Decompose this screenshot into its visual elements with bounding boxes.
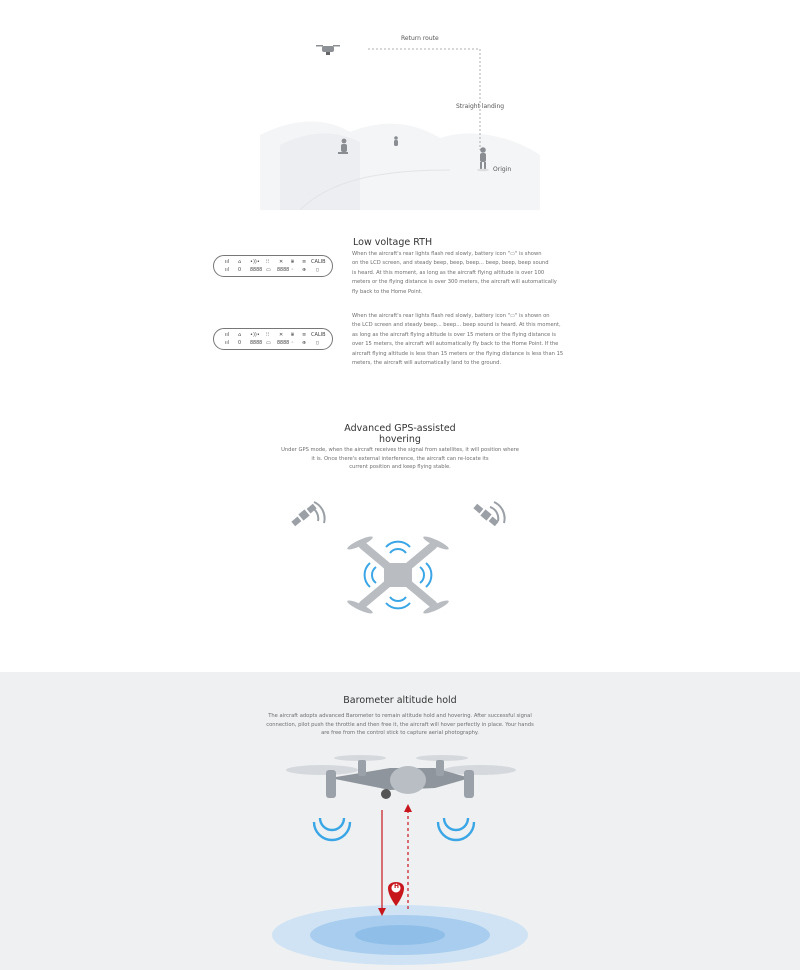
return-route-label: Return route [401, 35, 439, 42]
value-readout: 0 [238, 341, 242, 346]
signal-icon: ııl [225, 332, 230, 338]
text-line: over 15 meters, the aircraft will automatically fly back to the Home Point. If the [352, 341, 559, 348]
low-voltage-paragraph-2 [352, 312, 592, 368]
return-home-illustration [240, 20, 570, 210]
crosshair-icon: ⊕ [302, 268, 307, 273]
crosshair-icon: ⊕ [302, 341, 307, 346]
drone-icon [286, 755, 516, 799]
gps-title-line: Advanced GPS-assisted [344, 423, 456, 434]
signal-waves-icon [314, 818, 474, 840]
calib-icon: CALIB [311, 332, 326, 338]
menu-icon: ≡ [302, 259, 307, 265]
origin-label: Origin [493, 166, 512, 173]
text-line: current position and keep flying stable. [349, 464, 451, 470]
low-voltage-paragraph-1 [352, 250, 592, 297]
text-line: The aircraft adopts advanced Barometer to remain altitude hold and hovering. After successful signal [268, 713, 532, 719]
value-readout: 8888 [250, 268, 263, 273]
grid-icon: ⁝⁝ [266, 332, 270, 338]
drone-icon [346, 534, 450, 615]
home-icon: ⌂ [238, 332, 242, 338]
calib-icon: CALIB [311, 259, 326, 265]
signal-bars-icon: ııl [225, 341, 229, 346]
text-line: When the aircraft's rear lights flash red slowly, battery icon "▭" is shown on [352, 313, 550, 319]
text-line: connection, pilot push the throttle and then free it, the aircraft will hover perfectly in place. Your hands [266, 721, 534, 728]
value-readout: 0 [238, 268, 242, 273]
return-home-diagram [240, 20, 570, 210]
barometer-title: Barometer altitude hold [343, 695, 457, 706]
text-line: aircraft flying altitude is less than 15 meters or the flying distance is less than 15 [352, 350, 564, 357]
value-readout: 8888 [250, 341, 263, 346]
straight-landing-label: Straight landing [456, 103, 505, 110]
text-line: When the aircraft's rear lights flash red slowly, battery icon "▭" is shown [352, 251, 542, 257]
satellite-icon [291, 503, 318, 527]
close-icon: ✕ [279, 332, 284, 338]
text-line: meters or the flying distance is over 300 meters, the aircraft will automatically [352, 279, 557, 286]
gps-title-line: hovering [379, 434, 421, 445]
text-line: the LCD screen and steady beep... beep... beep sound is heard. At this moment, [352, 322, 561, 329]
text-line: is heard. At this moment, as long as the aircraft flying altitude is over 100 [352, 269, 545, 276]
link-icon: •))• [250, 332, 260, 338]
battery-small-icon: ▯ [316, 268, 319, 273]
battery-icon: ▭ [266, 268, 271, 273]
text-line: fly back to the Home Point. [352, 288, 423, 295]
gps-description [230, 446, 570, 472]
grid-icon: ⁝⁝ [266, 259, 270, 265]
remote-lcd-panel [213, 328, 333, 350]
signal-bars-icon: ııl [225, 268, 229, 273]
barometer-illustration [260, 740, 540, 970]
value-readout: 8888 [277, 268, 290, 273]
gps-hover-illustration [280, 495, 520, 635]
barometer-description [215, 712, 585, 738]
text-line: Under GPS mode, when the aircraft receives the signal from satellites, it will position where [281, 447, 519, 453]
gps-title [300, 423, 500, 445]
text-line: on the LCD screen, and steady beep, beep, beep... beep, beep, beep sound [352, 260, 549, 267]
battery-small-icon: ▯ [316, 341, 319, 346]
home-icon: ⌂ [238, 259, 242, 265]
value-readout: 8888 [277, 341, 290, 346]
dot-icon: ◦ [291, 341, 294, 346]
low-voltage-title: Low voltage RTH [353, 237, 433, 248]
menu-icon: ≡ [302, 332, 307, 338]
remote-lcd-panel [213, 255, 333, 277]
gps-icon: ⩰ [291, 259, 294, 265]
text-line: are free from the control stick to capture aerial photography. [321, 730, 479, 737]
battery-icon: ▭ [266, 341, 271, 346]
text-line: meters, the aircraft will automatically land to the ground. [352, 360, 502, 367]
link-icon: •))• [250, 259, 260, 265]
text-line: as long as the aircraft flying altitude is over 15 meters or the flying distance is [352, 331, 556, 338]
signal-icon: ııl [225, 259, 230, 265]
gps-icon: ⩰ [291, 332, 294, 338]
close-icon: ✕ [279, 259, 284, 265]
text-line: it is. Once there's external interference, the aircraft can re-locate its [311, 455, 489, 462]
home-point-label: H [394, 883, 400, 890]
dot-icon: ◦ [291, 268, 294, 273]
satellite-icon [473, 503, 500, 527]
